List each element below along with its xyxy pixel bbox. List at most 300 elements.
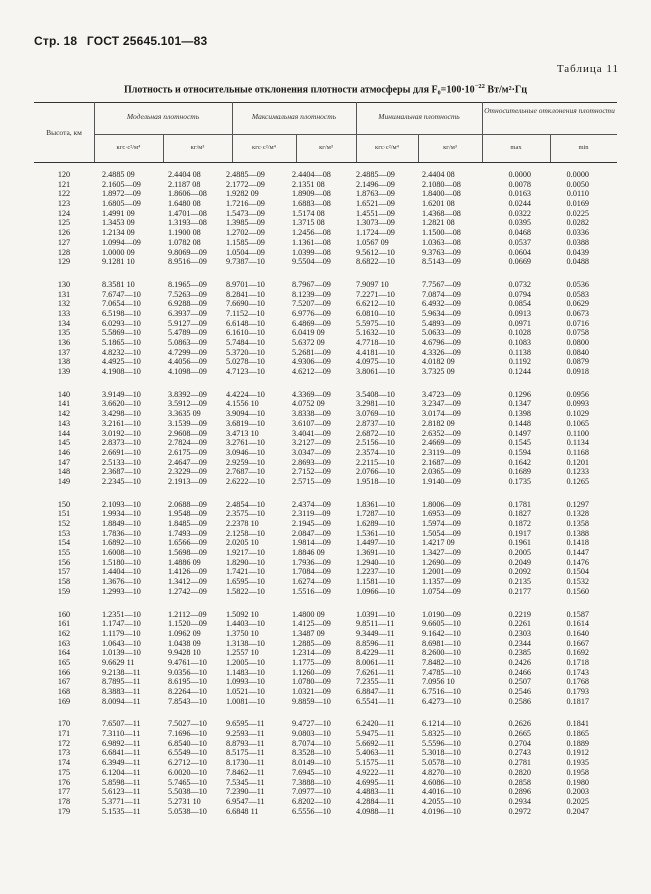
dev-min-cell: 0.1504 [566,567,589,577]
table-row [34,367,617,377]
dev-min-cell: 0.1667 [566,638,589,648]
max-kg-cell: 5.6372 09 [292,338,325,347]
model-kgs-cell: 3.0192—10 [102,428,141,438]
dev-max-cell: 0.2586 [508,696,531,706]
max-kg-cell: 2.3119—09 [292,509,331,519]
dev-max-cell: 0.2704 [508,738,531,748]
min-kg-cell: 6.4273—10 [422,696,461,706]
min-kgs-cell: 1.6521—09 [356,199,395,209]
dev-max-cell: 0.1735 [508,476,531,486]
min-kgs-cell: 1.1581—10 [356,577,395,587]
min-kgs-cell: 1.5361—10 [356,528,395,538]
min-kgs-cell: 2.0766—10 [356,467,395,477]
dev-min-cell: 0.0800 [566,338,589,347]
max-kg-cell: 8.1239—09 [292,289,331,299]
dev-max-cell: 0.2005 [508,548,531,558]
height-cell: 171 [57,729,71,739]
min-kgs-cell: 1.8361—10 [356,499,395,509]
model-kg-cell: 6.9288—09 [168,299,207,309]
min-kgs-cell: 8.6822—10 [356,257,395,267]
dev-min-cell: 0.0716 [566,318,589,328]
dev-min-cell: 0.1065 [566,418,589,428]
min-kgs-cell: 1.2940—10 [356,557,395,567]
dev-min-cell: 0.0840 [566,347,589,357]
max-kgs-cell: 6.1610—10 [226,328,265,338]
table-row [34,629,617,639]
table-row [34,797,617,807]
max-kgs-cell: 2.3575—10 [226,509,265,519]
model-kg-cell: 2.6175—09 [168,447,207,457]
min-kgs-cell: 2.5156—10 [356,438,395,448]
min-kg-cell: 6.4932—09 [422,299,461,309]
height-cell: 136 [57,338,71,347]
min-kg-cell: 9.1642—10 [422,628,461,638]
max-kg-cell: 6.4869—09 [292,318,331,328]
dev-min-cell: 0.0110 [566,189,589,199]
height-cell: 134 [57,318,71,328]
min-kg-cell: 5.4893—09 [422,318,461,328]
height-cell: 172 [57,738,71,748]
dev-min-cell: 0.1768 [566,677,589,687]
dev-min-cell: 0.1560 [566,586,589,596]
max-kgs-cell: 8.5175—11 [226,748,265,758]
min-kg-cell: 1.3427—09 [422,548,461,558]
title-main: Плотность и относительные отклонения плотности атмосферы для F₀=100·10 [123,84,475,96]
min-kg-cell: 8.6981—10 [422,638,461,648]
model-kgs-cell: 6.5198—10 [102,308,141,318]
height-cell: 138 [57,357,71,367]
dev-max-cell: 0.0913 [508,308,531,318]
dev-min-cell: 0.0000 [566,170,589,179]
min-kg-cell: 2.0365—09 [422,467,461,477]
max-density-header: Максимальная плотность [251,112,337,121]
min-kg-cell: 2.1080—08 [422,179,461,189]
max-kg-cell: 2.1351 08 [292,179,325,189]
model-kg-cell: 9.4761—10 [168,657,207,667]
max-kgs-cell: 6.6148—10 [226,318,265,328]
table-row [34,248,617,258]
table-row [34,719,617,729]
dev-max-cell: 0.0854 [508,299,531,309]
model-kg-cell: 5.7465—10 [168,777,207,787]
min-kgs-cell: 5.4063—11 [356,748,395,758]
min-kg-cell: 1.6953—09 [422,509,461,519]
table-row [34,319,617,329]
model-kg-cell: 2.7824—09 [168,438,207,448]
model-kg-cell: 1.1520—09 [168,619,207,629]
model-kgs-cell: 4.4925—10 [102,357,141,367]
dev-min-cell: 0.1640 [566,628,589,638]
max-kgs-cell: 8.9701—10 [226,279,265,289]
dev-max-cell: 0.1781 [508,499,531,509]
min-kgs-cell: 2.4885—09 [356,170,395,179]
min-kgs-cell: 1.0567 09 [356,237,389,247]
max-kg-cell: 6.0419 09 [292,328,325,338]
max-kgs-cell: 3.4713 10 [226,428,259,438]
dev-min-cell: 0.1418 [566,538,589,548]
min-kgs-cell: 6.5541—11 [356,696,395,706]
height-cell: 133 [57,308,71,318]
min-kg-cell: 4.0196—10 [422,806,461,816]
min-kgs-cell: 7.9097 10 [356,279,389,289]
height-cell: 128 [57,247,71,257]
dev-max-cell: 0.0468 [508,228,531,238]
row-group [34,610,617,707]
max-kg-cell: 4.9306—09 [292,357,331,367]
dev-max-cell: 0.1594 [508,447,531,457]
dev-min-cell: 0.1587 [566,609,589,619]
height-cell: 123 [57,199,71,209]
model-kgs-cell: 2.3687—10 [102,467,141,477]
min-kg-cell: 2.3119—09 [422,447,461,457]
dev-max-cell: 0.2344 [508,638,531,648]
model-kgs-cell: 2.2345—10 [102,476,141,486]
min-kgs-cell: 1.7287—10 [356,509,395,519]
min-kgs-cell: 3.8061—10 [356,367,395,377]
max-kgs-cell: 2.1772—09 [226,179,265,189]
max-kgs-cell: 2.7687—10 [226,467,265,477]
min-kgs-cell: 3.0769—10 [356,409,395,419]
height-cell: 165 [57,657,71,667]
dev-min-cell: 0.1865 [566,729,589,739]
height-cell: 163 [57,638,71,648]
height-header: Высота, км [46,128,82,137]
min-kg-cell: 1.2821 08 [422,218,455,228]
dev-max-cell: 0.0000 [508,170,531,179]
min-kg-cell: 4.3326—09 [422,347,461,357]
height-cell: 152 [57,519,71,528]
height-cell: 159 [57,586,71,596]
max-kg-cell: 1.5174 08 [292,208,325,218]
min-kg-cell: 3.0174—09 [422,409,461,419]
model-kgs-cell: 2.1605—09 [102,179,141,189]
model-kgs-cell: 3.6620—10 [102,399,141,409]
model-kgs-cell: 1.3453 09 [102,218,135,228]
min-kg-cell: 1.0754—09 [422,586,461,596]
table-row [34,390,617,400]
model-kg-cell: 9.9428 10 [168,648,201,658]
dev-min-cell: 0.0169 [566,199,589,209]
height-cell: 122 [57,189,71,199]
max-kgs-cell: 1.7421—10 [226,567,265,577]
model-kgs-cell: 1.5180—10 [102,557,141,567]
model-kgs-cell: 1.6892—10 [102,538,141,548]
table-row [34,328,617,338]
table-row [34,309,617,319]
min-kgs-cell: 9.5612—10 [356,247,395,257]
min-kgs-cell: 4.0988—11 [356,806,395,816]
model-kg-cell: 7.5027—10 [168,719,207,729]
min-kg-cell: 1.1500—08 [422,228,461,238]
max-kg-cell: 1.5516—09 [292,586,331,596]
model-kg-cell: 9.8069—09 [168,247,207,257]
model-kgs-cell: 8.3581 10 [102,279,135,289]
height-cell: 129 [57,257,71,267]
min-kg-cell: 5.3018—10 [422,748,461,758]
dev-max-cell: 0.0971 [508,318,531,328]
min-kg-cell: 4.4016—10 [422,787,461,797]
max-kg-cell: 2.1945—09 [292,519,331,528]
min-kg-cell: 3.4723—09 [422,389,461,399]
min-kgs-cell: 1.6289—10 [356,519,395,528]
table-row [34,280,617,290]
table-row [34,519,617,529]
max-kgs-cell: 1.8290—10 [226,557,265,567]
max-kg-cell: 9.5504—09 [292,257,331,267]
table-row [34,787,617,797]
dev-min-cell: 0.1958 [566,767,589,777]
table-row [34,299,617,309]
model-kg-cell: 5.4789—09 [168,328,207,338]
dev-max-cell: 0.2261 [508,619,531,629]
dev-min-cell: 0.1817 [566,696,589,706]
min-kg-cell: 1.2001—09 [422,567,461,577]
model-kgs-cell: 6.1204—11 [102,767,141,777]
min-kg-cell: 2.6352—09 [422,428,461,438]
table-row [34,180,617,190]
model-kg-cell: 9.0356—10 [168,667,207,677]
max-kgs-cell: 1.2557 10 [226,648,259,658]
min-kgs-cell: 2.1496—09 [356,179,395,189]
model-kg-cell: 1.4126—09 [168,567,207,577]
dev-min-cell: 0.1476 [566,557,589,567]
max-kgs-cell: 7.8462—11 [226,767,265,777]
page-number: Стр. 18 [34,34,78,48]
model-kg-cell: 2.3229—09 [168,467,207,477]
min-kgs-cell: 8.8596—11 [356,638,395,648]
model-kg-cell: 5.2731 10 [168,796,201,806]
max-kgs-cell: 7.5345—11 [226,777,265,787]
table-row [34,538,617,548]
max-kgs-cell: 2.1258—10 [226,528,265,538]
dev-min-cell: 0.0282 [566,218,589,228]
model-kg-cell: 8.6195—10 [168,677,207,687]
model-kgs-cell: 7.6747—10 [102,289,141,299]
min-kg-cell: 1.1357—09 [422,577,461,587]
height-cell: 137 [57,347,71,357]
min-kgs-cell: 7.2355—11 [356,677,395,687]
min-kg-cell: 2.4669—09 [422,438,461,448]
dev-min-cell: 0.0918 [566,367,589,377]
model-kgs-cell: 3.2161—10 [102,418,141,428]
dev-max-cell: 0.1827 [508,509,531,519]
dev-max-cell: 0.1917 [508,528,531,538]
min-kg-cell: 7.0956 10 [422,677,455,687]
unit-kgs: кгс·с²/м⁴ [252,144,276,151]
min-kgs-cell: 9.8511—11 [356,619,395,629]
max-kg-cell: 1.8846 09 [292,548,325,558]
min-kgs-cell: 3.2981—10 [356,399,395,409]
min-kg-cell: 8.2600—10 [422,648,461,658]
max-kgs-cell: 8.8793—11 [226,738,265,748]
max-kg-cell: 9.8859—10 [292,696,331,706]
max-kgs-cell: 1.3138—10 [226,638,265,648]
dev-max-cell: 0.1961 [508,538,531,548]
model-kgs-cell: 2.6691—10 [102,447,141,457]
max-kgs-cell: 2.6222—10 [226,476,265,486]
dev-min-cell: 0.1388 [566,528,589,538]
table-row [34,290,617,300]
model-kg-cell: 5.5038—10 [168,787,207,797]
title-exponent: −22 [474,83,485,90]
max-kgs-cell: 5.0278—10 [226,357,265,367]
min-kgs-cell: 5.9475—11 [356,729,395,739]
dev-min-cell: 0.1168 [566,447,589,457]
min-kg-cell: 9.6605—10 [422,619,461,629]
dev-max-cell: 0.0395 [508,218,531,228]
dev-max-cell: 0.1545 [508,438,531,448]
table-row [34,768,617,778]
min-kgs-cell: 1.4551—09 [356,208,395,218]
max-kgs-cell: 1.0521—10 [226,687,265,696]
dev-min-cell: 0.1100 [566,428,589,438]
height-cell: 145 [57,438,71,448]
dev-min-cell: 0.0956 [566,389,589,399]
model-kgs-cell: 3.4298—10 [102,409,141,419]
unit-max: max [510,144,522,151]
min-kgs-cell: 1.4497—10 [356,538,395,548]
model-kg-cell: 4.4056—09 [168,357,207,367]
min-kg-cell: 6.1214—10 [422,719,461,729]
min-kgs-cell: 1.3073—09 [356,218,395,228]
unit-kgs: кгс·с²/м⁴ [375,144,399,151]
table-row [34,577,617,587]
height-cell: 174 [57,758,71,768]
max-kg-cell: 1.4125—09 [292,619,331,629]
max-kgs-cell: 2.0205 10 [226,538,259,548]
min-kg-cell: 1.9140—09 [422,476,461,486]
dev-max-cell: 0.2972 [508,806,531,816]
unit-min: min [578,144,589,151]
model-kgs-cell: 5.1535—11 [102,806,141,816]
model-kgs-cell: 1.3676—10 [102,577,141,587]
model-kgs-cell: 1.8849—10 [102,519,141,528]
model-density-header: Модельная плотность [126,112,200,121]
table-row [34,477,617,487]
model-kgs-cell: 8.7895—11 [102,677,141,687]
max-kgs-cell: 1.9282 09 [226,189,259,199]
table-row [34,199,617,209]
min-kgs-cell: 6.2420—11 [356,719,395,729]
model-kgs-cell: 1.6805—09 [102,199,141,209]
min-kg-cell: 5.0633—09 [422,328,461,338]
model-kgs-cell: 1.7836—10 [102,528,141,538]
model-kg-cell: 1.6480 08 [168,199,201,209]
table-row [34,610,617,620]
max-kgs-cell: 1.4403—10 [226,619,265,629]
height-cell: 164 [57,648,71,658]
dev-min-cell: 0.1614 [566,619,589,629]
dev-min-cell: 0.1328 [566,509,589,519]
dev-min-cell: 0.1201 [566,457,589,467]
table-title [0,83,651,95]
max-kg-cell: 1.1775—09 [292,657,331,667]
model-kgs-cell: 8.0094—11 [102,696,141,706]
table-row [34,429,617,439]
min-kg-cell: 1.0190—09 [422,609,461,619]
max-kg-cell: 1.9814—09 [292,538,331,548]
max-kgs-cell: 8.2841—10 [226,289,265,299]
max-kg-cell: 8.7967—09 [292,279,331,289]
max-kgs-cell: 1.3985—09 [226,218,265,228]
height-cell: 157 [57,567,71,577]
model-kgs-cell: 2.4885 09 [102,170,135,179]
min-kg-cell: 8.5143—09 [422,257,461,267]
max-kg-cell: 3.2127—09 [292,438,331,448]
dev-max-cell: 0.2781 [508,758,531,768]
max-kg-cell: 1.6274—09 [292,577,331,587]
table-row [34,448,617,458]
max-kgs-cell: 6.9547—11 [226,796,265,806]
model-kgs-cell: 6.6841—11 [102,748,141,758]
col-divider [356,102,357,162]
height-cell: 179 [57,806,71,816]
model-kg-cell: 4.7299—09 [168,347,207,357]
model-kg-cell: 1.2112—09 [168,609,207,619]
max-kgs-cell: 5.7484—10 [226,338,265,347]
height-cell: 156 [57,557,71,567]
table-row [34,619,617,629]
table-row [34,338,617,348]
min-kgs-cell: 7.6261—11 [356,667,395,677]
dev-max-cell: 0.1083 [508,338,531,347]
model-kgs-cell: 7.6507—11 [102,719,141,729]
dev-max-cell: 0.1872 [508,519,531,528]
dev-max-cell: 0.2303 [508,628,531,638]
dev-max-cell: 0.1642 [508,457,531,467]
height-cell: 168 [57,687,71,696]
model-kg-cell: 1.2742—09 [168,586,207,596]
height-cell: 176 [57,777,71,787]
height-cell: 148 [57,467,71,477]
dev-min-cell: 0.0673 [566,308,589,318]
max-kgs-cell: 1.3750 10 [226,628,259,638]
dev-max-cell: 0.2820 [508,767,531,777]
min-kg-cell: 1.6201 08 [422,199,455,209]
height-cell: 160 [57,609,71,619]
model-kg-cell: 1.8485—09 [168,519,207,528]
max-kg-cell: 4.0752 09 [292,399,325,409]
model-kg-cell: 6.5549—10 [168,748,207,758]
height-cell: 135 [57,328,71,338]
height-cell: 167 [57,677,71,687]
model-kgs-cell: 9.2138—11 [102,667,141,677]
model-kg-cell: 1.5698—09 [168,548,207,558]
min-kg-cell: 5.5596—10 [422,738,461,748]
max-kgs-cell: 1.1585—09 [226,237,265,247]
min-kgs-cell: 9.3449—11 [356,628,395,638]
unit-kgs: кгс·с²/м⁴ [116,144,141,151]
min-kg-cell: 1.5054—09 [422,528,461,538]
min-kgs-cell: 1.1724—09 [356,228,395,238]
table-row [34,567,617,577]
max-kg-cell: 1.0780—09 [292,677,331,687]
model-kg-cell: 2.4647—09 [168,457,207,467]
model-kgs-cell: 5.3771—11 [102,796,141,806]
model-kg-cell: 6.3937—09 [168,308,207,318]
min-kgs-cell: 4.0975—10 [356,357,395,367]
model-kg-cell: 6.2712—10 [168,758,207,768]
model-kg-cell: 1.0962 09 [168,628,201,638]
max-kg-cell: 7.0977—10 [292,787,331,797]
height-cell: 146 [57,447,71,457]
model-kgs-cell: 5.8598—11 [102,777,141,787]
dev-max-cell: 0.0732 [508,279,531,289]
table-row [34,548,617,558]
dev-min-cell: 0.1841 [566,719,589,729]
max-kgs-cell: 1.0081—10 [226,696,265,706]
dev-max-cell: 0.2546 [508,687,531,696]
